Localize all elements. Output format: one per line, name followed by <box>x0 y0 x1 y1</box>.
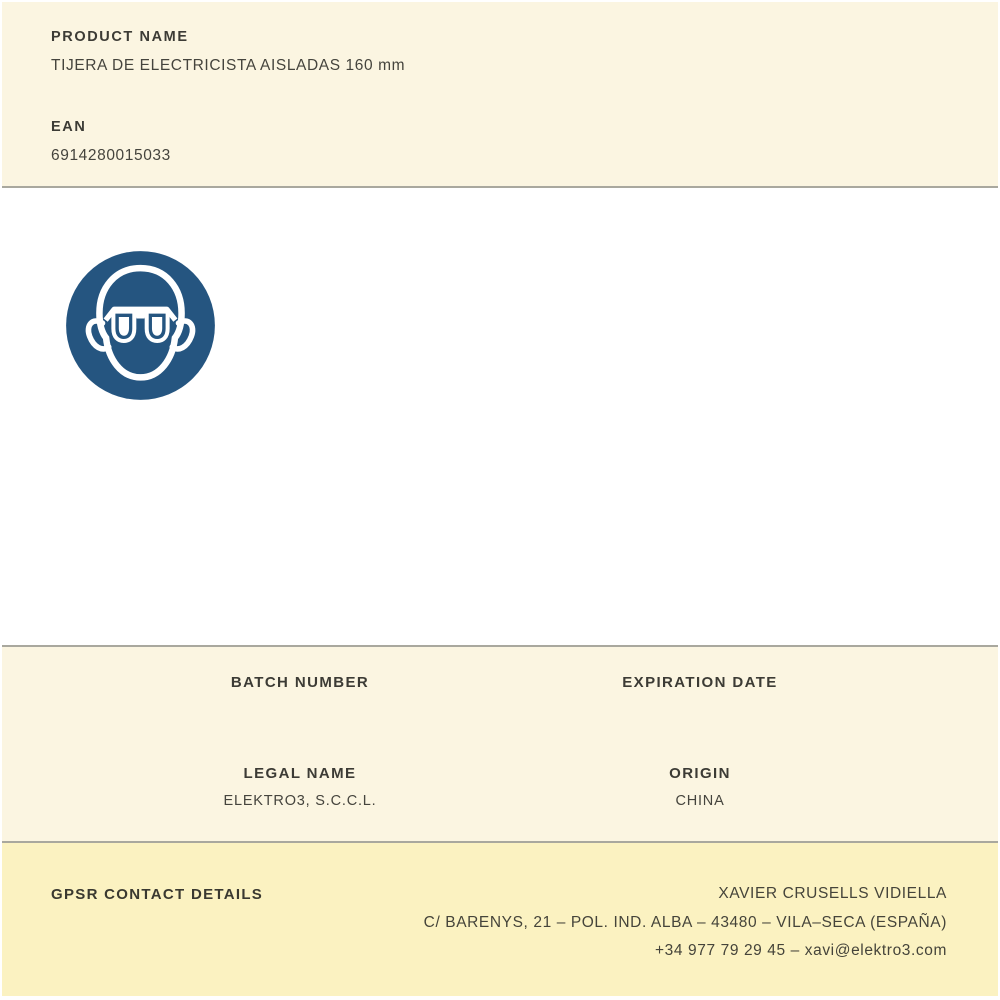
wear-eye-protection-icon <box>63 248 218 403</box>
ean-field <box>51 119 947 166</box>
origin-field <box>500 765 900 812</box>
legal-name-value: ELEKTRO3, S.C.C.L. <box>223 793 377 809</box>
batch-number-label: BATCH NUMBER <box>230 674 370 691</box>
ean-label: EAN <box>51 119 87 135</box>
gpsr-contact-section <box>2 843 998 996</box>
gpsr-contact-address: C/ BARENYS, 21 – POL. IND. ALBA – 43480 – VILA–SECA (ESPAÑA) <box>423 913 947 931</box>
product-header-section <box>2 2 998 186</box>
batch-number-value <box>100 701 500 720</box>
product-name-field <box>51 29 947 76</box>
legal-name-field <box>100 765 500 812</box>
details-row-1 <box>100 674 900 721</box>
batch-number-field <box>100 674 500 721</box>
details-row-2 <box>100 765 900 812</box>
legal-name-label: LEGAL NAME <box>243 765 357 782</box>
gpsr-contact-name: XAVIER CRUSELLS VIDIELLA <box>718 885 947 902</box>
safety-pictogram-section <box>2 188 998 645</box>
product-name-value: TIJERA DE ELECTRICISTA AISLADAS 160 mm <box>51 57 406 74</box>
expiration-date-value <box>500 701 900 720</box>
details-section <box>2 647 998 841</box>
gpsr-contact-phone-email: +34 977 79 29 45 – xavi@elektro3.com <box>655 942 947 959</box>
gpsr-contact-label: GPSR CONTACT DETAILS <box>51 886 264 903</box>
product-info-sheet <box>2 2 998 996</box>
product-name-label: PRODUCT NAME <box>51 29 189 45</box>
origin-value: CHINA <box>675 793 725 809</box>
ean-value: 6914280015033 <box>51 147 171 164</box>
expiration-date-label: EXPIRATION DATE <box>622 674 778 691</box>
origin-label: ORIGIN <box>669 765 731 782</box>
gpsr-contact-block <box>424 880 947 966</box>
expiration-date-field <box>500 674 900 721</box>
